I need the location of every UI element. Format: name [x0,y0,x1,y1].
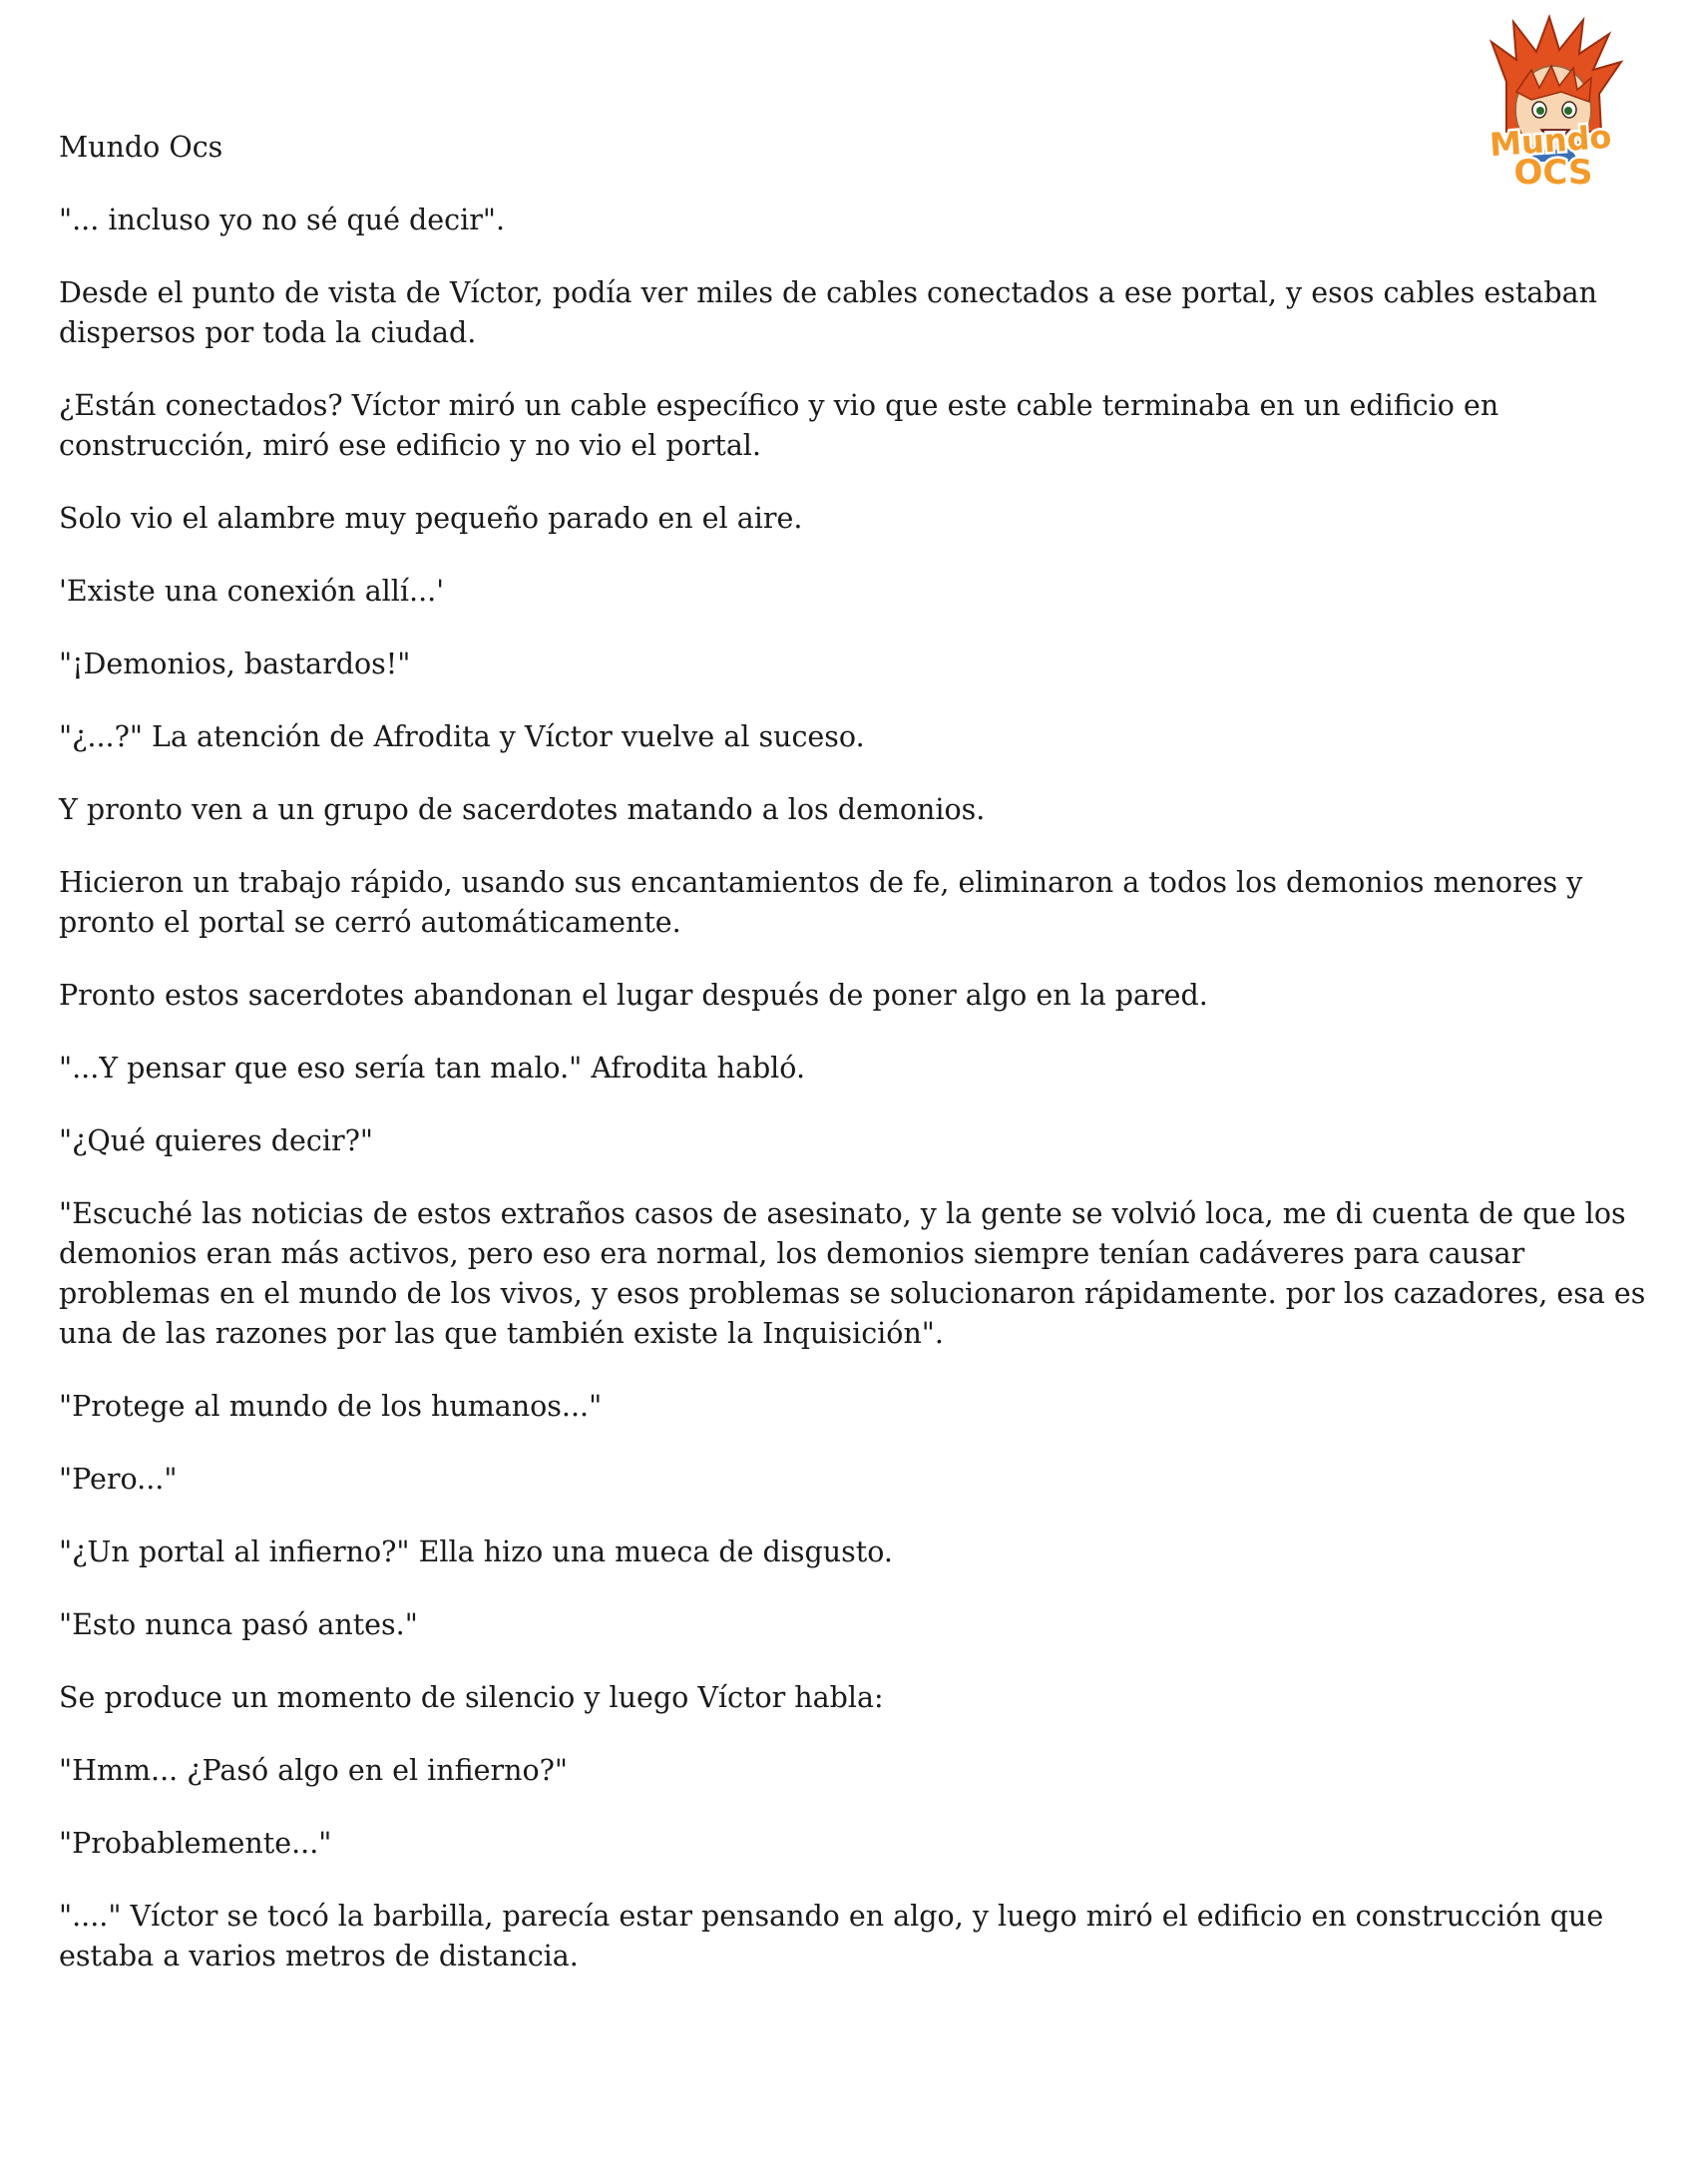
logo-text-mundo: Mundo [1487,117,1613,165]
logo-text-ocs: OCS [1513,153,1593,188]
paragraph: "¿Un portal al infierno?" Ella hizo una mueca de disgusto. [59,1535,893,1568]
paragraph: "¿Qué quieres decir?" [59,1124,373,1157]
document-body [59,128,1655,2009]
paragraph: Pronto estos sacerdotes abandonan el lugar después de poner algo en la pared. [59,979,1208,1012]
paragraph: "Hmm... ¿Pasó algo en el infierno?" [59,1754,569,1787]
paragraph: "Esto nunca pasó antes." [59,1608,418,1641]
paragraph: "¿...?" La atención de Afrodita y Víctor vuelve al suceso. [59,720,865,753]
document-heading: Mundo Ocs [59,131,223,164]
paragraph: "Escuché las noticias de estos extraños casos de asesinato, y la gente se volvió loca, me di cuenta de que los demonios eran más activos, pero eso era normal, los demonios siempre tenían cadáveres para causar problemas en el mundo de los vivos, y esos problemas se solucionaron rápidamente. por los cazadores, esa es una de las razones por las que también existe la Inquisición". [59,1197,1646,1350]
paragraph: Desde el punto de vista de Víctor, podía ver miles de cables conectados a ese portal, y esos cables estaban dispersos por toda la ciudad. [59,276,1597,349]
paragraph: Y pronto ven a un grupo de sacerdotes matando a los demonios. [59,793,986,826]
paragraph: "Pero..." [59,1463,178,1496]
paragraph: ¿Están conectados? Víctor miró un cable específico y vio que este cable terminaba en un edificio en construcción, miró ese edificio y no vio el portal. [59,389,1499,462]
paragraph: "... incluso yo no sé qué decir". [59,204,506,236]
paragraph: Hicieron un trabajo rápido, usando sus encantamientos de fe, eliminaron a todos los demonios menores y pronto el portal se cerró automáticamente. [59,866,1583,939]
paragraph: "Probablemente..." [59,1827,332,1860]
paragraph: Se produce un momento de silencio y luego Víctor habla: [59,1681,884,1714]
paragraph: Solo vio el alambre muy pequeño parado en el aire. [59,502,803,535]
paragraph: 'Existe una conexión allí...' [59,575,445,608]
paragraph: "...." Víctor se tocó la barbilla, parecía estar pensando en algo, y luego miró el edificio en construcción que estaba a varios metros de distancia. [59,1900,1604,1972]
paragraph: "...Y pensar que eso sería tan malo." Afrodita habló. [59,1052,806,1085]
paragraph: "Protege al mundo de los humanos..." [59,1390,603,1423]
paragraph: "¡Demonios, bastardos!" [59,648,411,680]
